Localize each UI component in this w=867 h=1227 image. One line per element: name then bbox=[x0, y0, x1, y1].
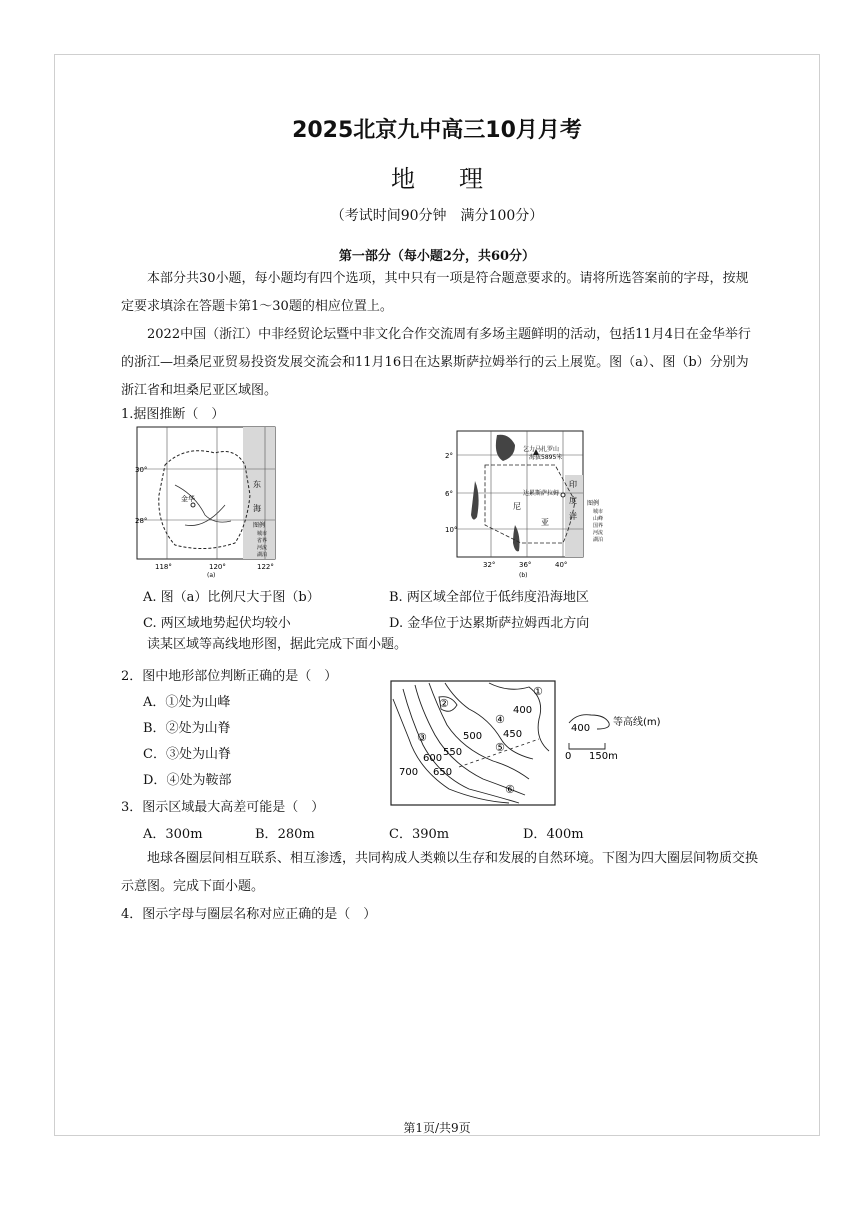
contour-value: 700 bbox=[399, 767, 419, 778]
lon-label-a: 120° bbox=[209, 563, 226, 571]
place-label-ocean: 印 bbox=[569, 480, 577, 489]
contour-value: 650 bbox=[433, 767, 453, 778]
contour-value: 450 bbox=[503, 729, 523, 740]
contour-value: 500 bbox=[463, 731, 483, 742]
passage-3: 地球各圈层间相互联系、相互渗透，共同构成人类赖以生存和发展的自然环境。下图为四大圈层间物质交换示意图。完成下面小题。 bbox=[121, 851, 759, 894]
page-footer: 第1页/共9页 bbox=[403, 1121, 471, 1135]
point-label: ③ bbox=[417, 731, 427, 744]
q2-option-a: A．①处为山峰 bbox=[143, 695, 231, 710]
question-3-stem: 3．图示区域最大高差可能是（ ） bbox=[121, 800, 325, 815]
legend-item-b: 城市 bbox=[593, 509, 604, 515]
section-instructions: 本部分共30小题，每小题均有四个选项，其中只有一项是符合题意要求的。请将所选答案前的字母，按规定要求填涂在答题卡第1～30题的相应位置上。 bbox=[121, 271, 749, 314]
place-label-kilimanjaro: 乞力马扎罗山 bbox=[523, 446, 560, 453]
q2-option-b: B．②处为山脊 bbox=[143, 721, 231, 736]
scale-end: 150m bbox=[589, 751, 618, 762]
point-label: ④ bbox=[495, 713, 505, 726]
lon-label-b: 32° bbox=[483, 561, 496, 569]
point-label: ① bbox=[533, 685, 543, 698]
point-label: ⑥ bbox=[505, 783, 515, 796]
exam-title: 2025北京九中高三10月月考 bbox=[292, 118, 582, 143]
q3-option-d: D．400m bbox=[523, 827, 584, 842]
legend-item-b: 河流 bbox=[593, 530, 604, 536]
place-label-country: 尼 bbox=[513, 502, 521, 511]
legend-contour-value: 400 bbox=[571, 723, 591, 734]
legend-item-a: 省界 bbox=[257, 538, 268, 544]
lon-label-a: 122° bbox=[257, 563, 274, 571]
question-1-stem: 1.据图推断（ ） bbox=[121, 407, 225, 422]
point-label: ⑤ bbox=[495, 741, 505, 754]
legend-item-b: 山峰 bbox=[593, 516, 604, 522]
legend-title-b: 图例 bbox=[587, 500, 600, 507]
q1-option-a: A. 图（a）比例尺大于图（b） bbox=[143, 590, 320, 605]
exam-page bbox=[54, 54, 820, 1136]
jinhua-city-marker bbox=[191, 503, 195, 507]
legend-title-a: 图例 bbox=[253, 522, 266, 529]
section-heading: 第一部分（每小题2分，共60分） bbox=[338, 249, 536, 264]
place-label-country: 亚 bbox=[541, 518, 549, 527]
passage-1: 2022中国（浙江）中非经贸论坛暨中非文化合作交流周有多场主题鲜明的活动，包括11月4日在金华举行的浙江—坦桑尼亚贸易投资发展交流会和11月16日在达累斯萨拉姆举行的云上展览。图（a）、图（b）分别为浙江省和坦桑尼亚区域图。 bbox=[121, 327, 751, 398]
lat-label-a: 30° bbox=[135, 466, 148, 474]
lon-label-b: 36° bbox=[519, 561, 532, 569]
contour-value: 600 bbox=[423, 753, 443, 764]
contour-value: 400 bbox=[513, 705, 533, 716]
legend-item-b: 国界 bbox=[593, 523, 604, 529]
question-2-stem: 2．图中地形部位判断正确的是（ ） bbox=[121, 669, 338, 684]
legend-item-b: 湖泊 bbox=[593, 537, 604, 543]
lat-label-a: 28° bbox=[135, 517, 148, 525]
q3-option-a: A．300m bbox=[143, 827, 203, 842]
place-label-elevation: 海拔5895米 bbox=[529, 454, 563, 461]
scale-start: 0 bbox=[565, 751, 572, 762]
lat-label-b: 10° bbox=[445, 526, 458, 534]
lat-label-b: 6° bbox=[445, 490, 453, 498]
map-a-zhejiang bbox=[135, 425, 335, 579]
place-label-ocean: 洋 bbox=[569, 512, 577, 521]
q2-option-c: C．③处为山脊 bbox=[143, 747, 231, 762]
lon-label-a: 118° bbox=[155, 563, 172, 571]
q3-option-b: B．280m bbox=[255, 827, 315, 842]
legend-item-a: 湖泊 bbox=[257, 552, 268, 558]
contour-map bbox=[389, 679, 679, 807]
dar-es-salaam-marker bbox=[561, 493, 565, 497]
question-4-stem: 4．图示字母与圈层名称对应正确的是（ ） bbox=[121, 907, 377, 922]
subject-title: 地理 bbox=[391, 165, 527, 193]
q1-option-d: D. 金华位于达累斯萨拉姆西北方向 bbox=[389, 616, 590, 631]
map-a-caption: (a) bbox=[207, 572, 216, 579]
q1-option-c: C. 两区域地势起伏均较小 bbox=[143, 616, 291, 631]
place-label-dar: 达累斯萨拉姆 bbox=[523, 490, 560, 497]
scale-bar bbox=[569, 743, 605, 749]
q2-option-d: D．④处为鞍部 bbox=[143, 773, 232, 788]
lon-label-b: 40° bbox=[555, 561, 568, 569]
q1-option-b: B. 两区域全部位于低纬度沿海地区 bbox=[389, 590, 589, 605]
legend-contour-label: 等高线(m) bbox=[613, 717, 661, 728]
map-b-caption: (b) bbox=[519, 572, 528, 579]
legend-item-a: 河流 bbox=[257, 545, 268, 551]
place-label-hai: 海 bbox=[253, 504, 261, 513]
q3-option-c: C．390m bbox=[389, 827, 450, 842]
exam-info: （考试时间90分钟 满分100分） bbox=[330, 208, 544, 224]
place-label-dong: 东 bbox=[253, 480, 261, 489]
contour-value: 550 bbox=[443, 747, 463, 758]
passage-2: 读某区域等高线地形图，据此完成下面小题。 bbox=[147, 637, 408, 652]
place-label-jinhua: 金华 bbox=[181, 495, 195, 503]
legend-item-a: 城市 bbox=[257, 531, 268, 537]
map-b-tanzania bbox=[445, 425, 645, 579]
point-label: ② bbox=[439, 697, 449, 710]
place-label-ocean: 度 bbox=[569, 496, 577, 505]
lat-label-b: 2° bbox=[445, 452, 453, 460]
